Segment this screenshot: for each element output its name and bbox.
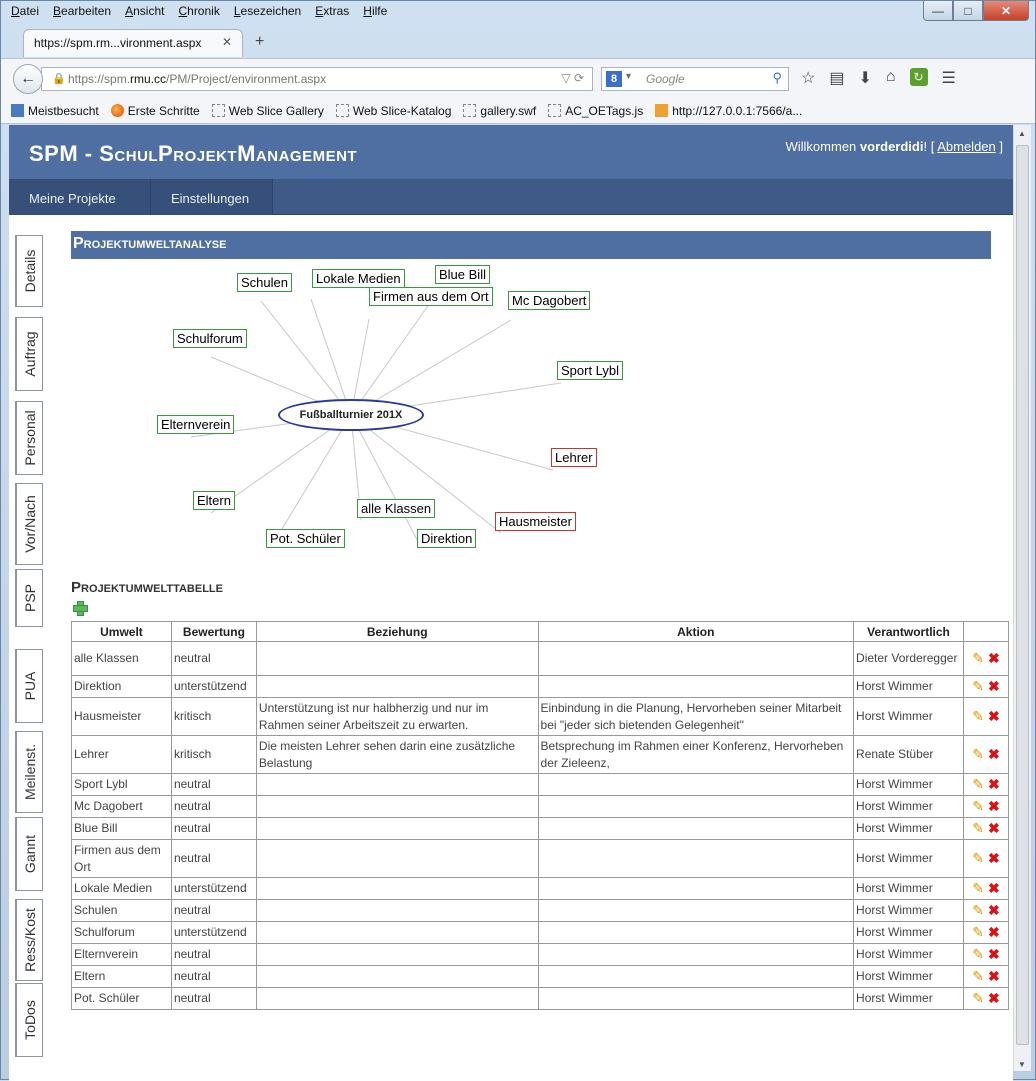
node-blue-bill[interactable]: Blue Bill [435, 265, 490, 284]
cell-actions [963, 642, 1008, 676]
bookmark-label: http://127.0.0.1:7566/a... [672, 103, 803, 118]
pencil-icon[interactable]: ✎ [972, 967, 984, 984]
pencil-icon[interactable]: ✎ [972, 649, 984, 666]
cell-verantwortlich: Horst Wimmer [854, 900, 964, 922]
table-row [72, 796, 1009, 818]
cell-actions [963, 698, 1008, 736]
cell-beziehung [256, 900, 538, 922]
page-icon [212, 104, 225, 117]
sidetab-label: ToDos [21, 1000, 38, 1040]
cell-bewertung: neutral [171, 988, 256, 1010]
sidetab-psp[interactable] [15, 569, 43, 627]
bookmark-folder-icon [11, 104, 24, 117]
cell-actions [963, 774, 1008, 796]
minimize-button[interactable]: — [923, 1, 953, 21]
table-row [72, 676, 1009, 698]
delete-icon[interactable]: ✖ [987, 797, 1000, 814]
cell-bewertung: neutral [171, 774, 256, 796]
cell-bewertung: kritisch [171, 736, 256, 774]
cell-beziehung [256, 840, 538, 878]
sidetab-auftrag[interactable] [15, 317, 43, 391]
connector-line [351, 293, 437, 415]
bookmark-label: Erste Schritte [127, 103, 200, 118]
cell-beziehung: Unterstützung ist nur halbherzig und nur im Rahmen seiner Arbeitszeit zu erwarten. [256, 698, 538, 736]
cell-verantwortlich: Horst Wimmer [854, 774, 964, 796]
pencil-icon[interactable]: ✎ [972, 849, 984, 866]
cell-verantwortlich: Horst Wimmer [854, 922, 964, 944]
sidetab-details[interactable] [15, 235, 43, 307]
page-icon [336, 104, 349, 117]
cell-actions [963, 900, 1008, 922]
delete-icon[interactable]: ✖ [987, 677, 1000, 694]
bookmark-gallery-swf[interactable] [463, 103, 536, 118]
delete-icon[interactable]: ✖ [987, 819, 1000, 836]
logout-link[interactable]: Abmelden [937, 139, 996, 154]
nav-einstellungen[interactable]: Einstellungen [151, 179, 273, 215]
back-button[interactable] [13, 64, 43, 94]
cell-beziehung [256, 878, 538, 900]
cell-aktion [538, 642, 854, 676]
pencil-icon[interactable]: ✎ [972, 775, 984, 792]
cell-aktion [538, 900, 854, 922]
cell-aktion [538, 988, 854, 1010]
bookmark-label: gallery.swf [480, 103, 537, 118]
node-lehrer[interactable]: Lehrer [551, 448, 597, 467]
site-header [9, 125, 1013, 179]
sidetab-gannt[interactable] [15, 817, 43, 891]
delete-icon[interactable]: ✖ [987, 989, 1000, 1006]
scrollbar-thumb[interactable] [1016, 145, 1029, 1045]
sidetab-personal[interactable] [15, 401, 43, 475]
cell-umwelt: Pot. Schüler [72, 988, 172, 1010]
environment-diagram [71, 265, 631, 555]
sidetab-label: Auftrag [21, 331, 38, 377]
col-aktion: Aktion [538, 622, 854, 642]
tab-title: https://spm.rm...vironment.aspx [34, 36, 202, 50]
cell-bewertung: neutral [171, 966, 256, 988]
url-bar[interactable] [41, 67, 593, 91]
node-firmen-aus-dem-ort[interactable]: Firmen aus dem Ort [369, 287, 493, 306]
cell-verantwortlich: Horst Wimmer [854, 878, 964, 900]
cell-bewertung: unterstützend [171, 922, 256, 944]
section-title: Projektumweltanalyse [71, 231, 991, 259]
cell-verantwortlich: Horst Wimmer [854, 818, 964, 840]
cell-verantwortlich: Horst Wimmer [854, 988, 964, 1010]
cell-beziehung: Die meisten Lehrer sehen darin eine zusätzliche Belastung [256, 736, 538, 774]
cell-aktion: Einbindung in die Planung, Hervorheben seiner Mitarbeit bei "jeder sich bietenden Gelegenheit" [538, 698, 854, 736]
cell-umwelt: Firmen aus dem Ort [72, 840, 172, 878]
close-button[interactable]: ✕ [983, 1, 1029, 21]
sidetab-meilenst[interactable] [15, 731, 43, 813]
sidetab-vor-nach[interactable] [15, 483, 43, 565]
delete-icon[interactable]: ✖ [987, 775, 1000, 792]
pencil-icon[interactable]: ✎ [972, 677, 984, 694]
menu-extras[interactable]: Extras [315, 4, 350, 18]
cell-umwelt: Hausmeister [72, 698, 172, 736]
cell-verantwortlich: Horst Wimmer [854, 966, 964, 988]
node-eltern[interactable]: Eltern [193, 491, 235, 510]
delete-icon[interactable]: ✖ [987, 945, 1000, 962]
connector-line [261, 301, 351, 415]
bookmarks-toolbar [1, 98, 1035, 124]
bookmark-label: AC_OETags.js [565, 103, 644, 118]
cell-umwelt: Direktion [72, 676, 172, 698]
delete-icon[interactable]: ✖ [987, 879, 1000, 896]
page-icon [463, 104, 476, 117]
cell-beziehung [256, 818, 538, 840]
table-row [72, 922, 1009, 944]
cell-actions [963, 676, 1008, 698]
node-lokale-medien[interactable]: Lokale Medien [312, 269, 405, 288]
table-header-row [72, 622, 1009, 642]
cell-aktion [538, 878, 854, 900]
cell-aktion [538, 922, 854, 944]
menu-lesezeichen[interactable]: Lesezeichen [233, 4, 302, 18]
search-bar[interactable] [601, 67, 789, 91]
col-bewertung: Bewertung [171, 622, 256, 642]
cell-bewertung: unterstützend [171, 676, 256, 698]
welcome-suffix: ! [ [923, 139, 938, 154]
sidetab-label: Vor/Nach [21, 495, 38, 553]
cell-actions [963, 966, 1008, 988]
pencil-icon[interactable]: ✎ [972, 745, 984, 762]
cell-actions [963, 736, 1008, 774]
pencil-icon[interactable]: ✎ [972, 945, 984, 962]
pencil-icon[interactable]: ✎ [972, 923, 984, 940]
cell-umwelt: Mc Dagobert [72, 796, 172, 818]
cell-bewertung: neutral [171, 796, 256, 818]
cell-actions [963, 922, 1008, 944]
browser-tab[interactable] [23, 29, 243, 57]
cell-umwelt: Eltern [72, 966, 172, 988]
delete-icon[interactable]: ✖ [987, 707, 1000, 724]
maximize-button[interactable]: □ [953, 1, 983, 21]
menu-bearbeiten[interactable]: Bearbeiten [53, 4, 112, 18]
cell-beziehung [256, 988, 538, 1010]
cell-actions [963, 988, 1008, 1010]
table-row [72, 774, 1009, 796]
sidetab-label: PUA [21, 671, 38, 701]
delete-icon[interactable]: ✖ [987, 923, 1000, 940]
search-icon[interactable]: ⚲ [772, 70, 782, 85]
page-content [9, 125, 1013, 1081]
pencil-icon[interactable]: ✎ [972, 879, 984, 896]
add-icon[interactable] [73, 601, 86, 614]
cell-beziehung [256, 676, 538, 698]
pencil-icon[interactable]: ✎ [972, 797, 984, 814]
page-scrollbar[interactable] [1013, 125, 1031, 1071]
pencil-icon[interactable]: ✎ [972, 819, 984, 836]
username: vorderdidi [859, 139, 924, 154]
table-row [72, 736, 1009, 774]
firefox-icon [111, 104, 124, 117]
col-verantwortlich: Verantwortlich [854, 622, 964, 642]
sidetab-todos[interactable] [15, 983, 43, 1057]
search-placeholder: Google [646, 72, 685, 86]
cell-bewertung: neutral [171, 900, 256, 922]
search-engine-dropdown-icon[interactable]: ▾ [626, 71, 632, 82]
cell-verantwortlich: Dieter Vorderegger [854, 642, 964, 676]
cell-verantwortlich: Horst Wimmer [854, 796, 964, 818]
sidetab-label: Personal [21, 410, 38, 466]
cell-umwelt: Schulforum [72, 922, 172, 944]
node-schulforum[interactable]: Schulforum [173, 329, 247, 348]
node-mc-dagobert[interactable]: Mc Dagobert [508, 291, 590, 310]
bookmark-label: Meistbesucht [28, 103, 99, 118]
welcome-prefix: Willkommen [785, 139, 860, 154]
reader-list-icon[interactable]: ▤ [829, 70, 845, 87]
cell-aktion: Betsprechung im Rahmen einer Konferenz, Hervorheben der Zieleenz, [538, 736, 854, 774]
google-icon: 8 [606, 71, 622, 87]
menu-ansicht[interactable]: Ansicht [125, 4, 165, 18]
cell-umwelt: alle Klassen [72, 642, 172, 676]
new-tab-icon[interactable]: + [255, 33, 265, 50]
cell-beziehung [256, 966, 538, 988]
cell-verantwortlich: Horst Wimmer [854, 676, 964, 698]
cell-verantwortlich: Horst Wimmer [854, 698, 964, 736]
page-icon [548, 104, 561, 117]
cell-actions [963, 796, 1008, 818]
node-pot-schueler[interactable]: Pot. Schüler [266, 529, 345, 548]
cell-bewertung: unterstützend [171, 878, 256, 900]
sidetab-label: PSP [21, 583, 38, 613]
col-actions [963, 622, 1008, 642]
cell-bewertung: neutral [171, 944, 256, 966]
table-row [72, 840, 1009, 878]
table-row [72, 966, 1009, 988]
cell-beziehung [256, 944, 538, 966]
cell-umwelt: Lehrer [72, 736, 172, 774]
table-row [72, 944, 1009, 966]
cell-bewertung: neutral [171, 840, 256, 878]
table-row [72, 698, 1009, 736]
node-direktion[interactable]: Direktion [417, 529, 476, 548]
main-nav [9, 179, 1013, 215]
cell-verantwortlich: Horst Wimmer [854, 944, 964, 966]
cell-umwelt: Lokale Medien [72, 878, 172, 900]
home-icon[interactable]: ⌂ [885, 68, 896, 85]
bookmark-ac-oetags[interactable] [548, 103, 643, 118]
col-beziehung: Beziehung [256, 622, 538, 642]
site-title: SPM - SchulProjektManagement [29, 141, 358, 166]
tab-strip [1, 27, 1035, 57]
connector-line [351, 415, 421, 547]
url-prefix: https://spm. [68, 72, 131, 86]
cell-beziehung [256, 796, 538, 818]
menu-datei[interactable]: Datei [11, 4, 40, 18]
connector-line [271, 415, 351, 547]
bookmark-web-slice-katalog[interactable] [336, 103, 452, 118]
sidetab-label: Ress/Kost [21, 908, 38, 972]
cell-beziehung [256, 774, 538, 796]
cell-aktion [538, 818, 854, 840]
table-row [72, 900, 1009, 922]
node-elternverein[interactable]: Elternverein [157, 415, 234, 434]
reload-icon[interactable]: ▽ ⟳ [561, 71, 584, 85]
download-icon[interactable]: ⬇ [858, 70, 872, 87]
pencil-icon[interactable]: ✎ [972, 989, 984, 1006]
sidetab-label: Meilenst. [21, 743, 38, 801]
cell-aktion [538, 944, 854, 966]
nav-meine-projekte[interactable]: Meine Projekte [9, 179, 151, 215]
node-schulen[interactable]: Schulen [237, 273, 292, 292]
delete-icon[interactable]: ✖ [987, 849, 1000, 866]
table-row [72, 988, 1009, 1010]
url-path: /PM/Project/environment.aspx [166, 72, 327, 86]
bookmark-localhost[interactable] [655, 103, 802, 118]
cell-verantwortlich: Horst Wimmer [854, 840, 964, 878]
cell-bewertung: neutral [171, 818, 256, 840]
scroll-down-icon[interactable]: ▼ [1018, 1060, 1026, 1069]
welcome-end: ] [995, 139, 1003, 154]
delete-icon[interactable]: ✖ [987, 745, 1000, 762]
node-alle-klassen[interactable]: alle Klassen [357, 499, 435, 518]
menu-bar [1, 1, 1035, 25]
lock-icon: 🔒 [52, 73, 66, 85]
close-tab-icon[interactable]: ✕ [221, 35, 232, 49]
cell-umwelt: Schulen [72, 900, 172, 922]
bookmark-label: Web Slice-Katalog [352, 103, 452, 118]
connector-line [311, 299, 351, 415]
bookmark-erste-schritte[interactable] [111, 103, 200, 118]
cell-aktion [538, 966, 854, 988]
pencil-icon[interactable]: ✎ [972, 901, 984, 918]
delete-icon[interactable]: ✖ [987, 967, 1000, 984]
cell-actions [963, 818, 1008, 840]
sidetab-label: Gannt [21, 834, 38, 874]
scroll-up-icon[interactable]: ▲ [1018, 129, 1026, 138]
cell-aktion [538, 676, 854, 698]
sidetab-label: Details [21, 249, 38, 293]
col-umwelt: Umwelt [72, 622, 172, 642]
sidetab-pua[interactable] [15, 649, 43, 723]
welcome-text [786, 139, 1004, 154]
delete-icon[interactable]: ✖ [987, 649, 1000, 666]
table-row [72, 818, 1009, 840]
cell-aktion [538, 774, 854, 796]
cell-umwelt: Blue Bill [72, 818, 172, 840]
cell-aktion [538, 796, 854, 818]
cell-actions [963, 944, 1008, 966]
cell-actions [963, 878, 1008, 900]
cell-actions [963, 840, 1008, 878]
menu-hamburger-icon[interactable]: ☰ [941, 70, 956, 87]
cell-beziehung [256, 642, 538, 676]
bookmark-star-icon[interactable]: ☆ [801, 70, 816, 87]
sync-icon[interactable]: ↻ [910, 68, 928, 86]
delete-icon[interactable]: ✖ [987, 901, 1000, 918]
menu-chronik[interactable]: Chronik [178, 4, 220, 18]
bookmark-meistbesucht[interactable] [11, 103, 99, 118]
table-title: Projektumwelttabelle [71, 579, 223, 596]
environment-table [71, 621, 1009, 1010]
url-host: rmu.cc [130, 72, 167, 86]
cell-aktion [538, 840, 854, 878]
cell-bewertung: kritisch [171, 698, 256, 736]
bookmark-label: Web Slice Gallery [228, 103, 324, 118]
cell-verantwortlich: Renate Stüber [854, 736, 964, 774]
cell-umwelt: Sport Lybl [72, 774, 172, 796]
cell-umwelt: Elternverein [72, 944, 172, 966]
navigation-bar [1, 58, 1035, 98]
menu-hilfe[interactable]: Hilfe [363, 4, 388, 18]
cell-beziehung [256, 922, 538, 944]
rss-icon [655, 104, 668, 117]
node-sport-lybl[interactable]: Sport Lybl [557, 361, 623, 380]
bookmark-web-slice-gallery[interactable] [212, 103, 324, 118]
table-row [72, 642, 1009, 676]
sidetab-ress-kost[interactable] [15, 899, 43, 981]
pencil-icon[interactable]: ✎ [972, 707, 984, 724]
node-hausmeister[interactable]: Hausmeister [495, 512, 576, 531]
table-row [72, 878, 1009, 900]
cell-bewertung: neutral [171, 642, 256, 676]
center-node-project[interactable]: Fußballturnier 201X [278, 399, 424, 431]
back-arrow-icon: ← [20, 70, 36, 87]
